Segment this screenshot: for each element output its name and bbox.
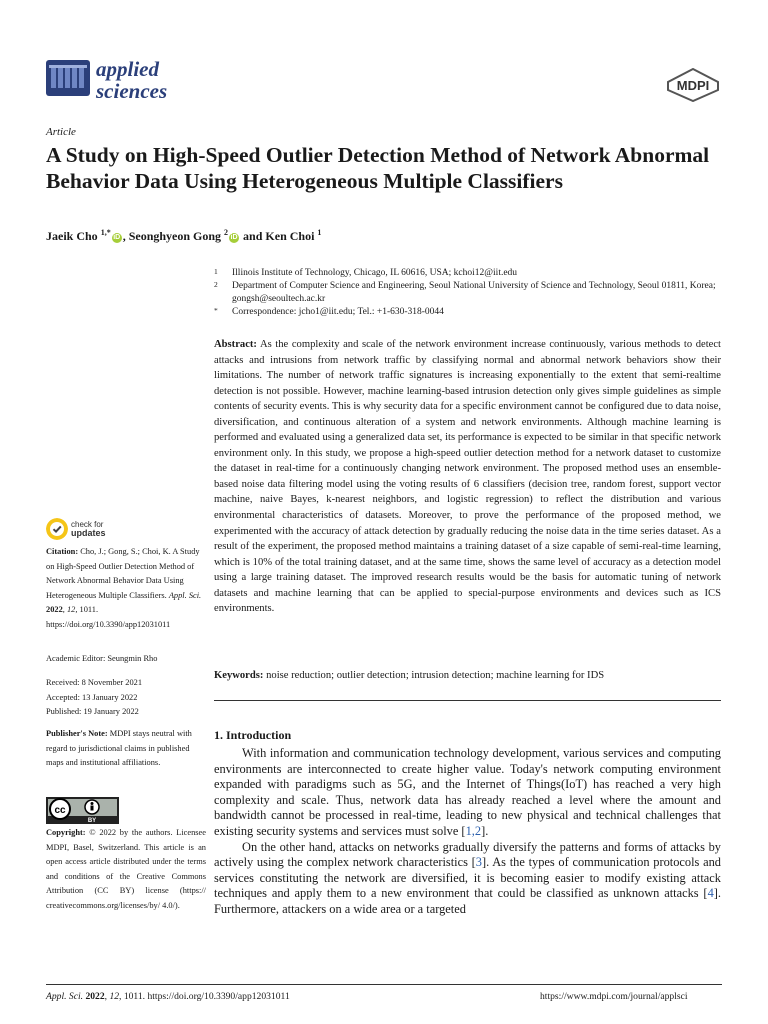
citation-journal: Appl. Sci. (168, 590, 202, 600)
introduction-body (214, 746, 721, 918)
affiliation-mark: 2 (214, 280, 218, 289)
abstract-text: As the complexity and scale of the network environment increase continuously, various methods to detect attacks and intrusions from network traffic by classifying normal and abnormal network behaviors show their limitations. The number of network traffic signatures is increasing exponentially to the extent that semi-realtime detection is not possible. However, machine learning-based intrusion detection only gives simple guidelines as simple contents of security events. This is why security data for a specific environment cannot be configured due to data noise, diversification, and continuous alteration of a system and network environments. Although machine learning is performed and evaluated using a generalized data set, its performance is expected to be similar in that specific network environment only. In this study, we propose a high-speed outlier detection method for a network dataset to customize the dataset in real-time for a continuously changing network environment. The proposed method uses an ensemble-based noise data filtering model using the voting results of 6 classifiers (decision tree, random forest, support vector machine, naive Bayes, k-nearest neighbors, and logistic regression) to reflect the distribution and various environmental characteristics of datasets. Moreover, to prove the performance of the proposed method, we experimented with the accuracy of attack detection by gradually reducing the noise data in the time series dataset. As a result of the experiment, the proposed method maintains a training dataset of a size capable of semi-real-time learning, which is 10% of the total training dataset, and at the same time, shows the same level of accuracy as a detection model using a large training dataset. The improved research results would be the basis for automatic tuning of network datasets and machine learning that can be applied to special-purpose environments and devices such as ICS environments. (214, 339, 721, 615)
footer-journal: Appl. Sci. (46, 991, 84, 1002)
copyright-block (46, 826, 206, 914)
affiliation-mark: 1 (214, 267, 218, 276)
academic-editor: Academic Editor: Seungmin Rho (46, 654, 158, 663)
check-for-updates-line1: check for (71, 520, 104, 529)
affiliation-text: Department of Computer Science and Engineering, Seoul National University of Science and Technology, Seoul 01811, Korea; gongsh@seoultech.ac.kr (232, 281, 716, 304)
mdpi-logo-icon (666, 68, 720, 102)
citation-text: Cho, J.; Gong, S.; Choi, K. A Study on High-Speed Outlier Detection Method of Network Abnormal Behavior Data Using Heterogeneous Multiple Classifiers. (46, 547, 200, 600)
author-name: Jaeik Cho (46, 229, 98, 243)
footer-citation: Appl. Sci. 2022, 12, 1011. https://doi.org/10.3390/app12031011 (46, 991, 290, 1002)
keywords-label: Keywords: (214, 670, 264, 681)
cc-by-license-icon[interactable] (46, 797, 119, 824)
publisher-name: MDPI (676, 78, 710, 93)
citation-doi-link[interactable]: , 1011. https://doi.org/10.3390/app12031011 (46, 605, 171, 629)
affiliation-mark: * (214, 306, 218, 315)
footer-journal-url[interactable]: https://www.mdpi.com/journal/applsci (540, 991, 688, 1002)
publisher-note-label: Publisher's Note: (46, 729, 108, 738)
cc-by-label: BY (87, 818, 97, 824)
citation-link[interactable]: 1,2 (465, 823, 482, 838)
text-run: ]. (481, 823, 489, 838)
affiliation-item (214, 306, 724, 319)
dates-block (46, 676, 206, 720)
article-type: Article (46, 126, 76, 138)
text-run: With information and communication technology development, various services and computing environments are interconnected to create higher value. Today's network computing environment expanded with paradigms such as 5G, and the Internet of Things(IoT) has reached a very high complexity and scale. Thus, network data has already reached a level where the amount and bandwidth cannot be processed in real-time, leading to new physical and technical challenges that existing security systems and services must solve [ (214, 746, 721, 838)
copyright-text: © 2022 by the authors. Licensee MDPI, Basel, Switzerland. This article is an open access article distributed under the terms and conditions of the Creative Commons Attribution (CC BY) license (https:// creativecommons.org/licenses/by/ 4.0/). (46, 828, 206, 910)
check-for-updates-icon (46, 518, 68, 540)
author-name: Seonghyeon Gong (128, 229, 222, 243)
author-affil-sup: 1,* (100, 228, 111, 237)
affiliation-text: Illinois Institute of Technology, Chicago, IL 60616, USA; kchoi12@iit.edu (232, 268, 518, 278)
published-date: Published: 19 January 2022 (46, 707, 139, 717)
orcid-icon[interactable]: iD (230, 234, 238, 241)
author-affil-sup: 2 (224, 228, 229, 237)
copyright-label: Copyright: (46, 828, 86, 837)
section-heading: 1. Introduction (214, 728, 292, 742)
author-name: Ken Choi (265, 229, 315, 243)
journal-name-line2: sciences (96, 79, 168, 103)
journal-name (96, 58, 167, 102)
abstract-label: Abstract: (214, 339, 257, 350)
publisher-note (46, 727, 206, 771)
affiliation-text: Correspondence: jcho1@iit.edu; Tel.: +1-630-318-0044 (232, 307, 444, 317)
text-run: ]. Furthermore, attackers on a wide area or a targeted (214, 886, 721, 916)
affiliations (214, 267, 724, 319)
check-for-updates-label (71, 520, 106, 538)
author-separator: and (240, 229, 266, 243)
footer-year: 2022 (85, 991, 105, 1002)
paper-title: A Study on High-Speed Outlier Detection Method of Network Abnormal Behavior Data Using Heterogeneous Multiple Classifiers (46, 143, 710, 193)
citation-link[interactable]: 4 (707, 886, 714, 901)
footer-divider (46, 984, 722, 985)
check-for-updates-button[interactable] (46, 518, 206, 542)
publisher-note-text: MDPI stays neutral with regard to jurisdictional claims in published maps and institutional affiliations. (46, 729, 192, 768)
affiliation-item (214, 267, 724, 280)
author-list (46, 228, 321, 244)
citation-label: Citation: (46, 547, 79, 556)
affiliation-item (214, 280, 724, 306)
author-separator: , (122, 229, 129, 243)
citation-year: 2022 (46, 605, 63, 615)
abstract (214, 337, 721, 617)
footer-volume: 12 (109, 991, 120, 1002)
citation-link[interactable]: 3 (475, 855, 482, 870)
text-run: On the other hand, attacks on networks gradually diversify the patterns and forms of attacks by actively using the complex network characteristics [ (214, 839, 721, 870)
intro-paragraph-2 (214, 840, 721, 918)
citation-volume: 12 (66, 605, 76, 615)
journal-logo-icon (46, 60, 90, 96)
journal-name-line1: applied (96, 57, 159, 81)
section-divider (214, 700, 721, 701)
text-run: ]. As the types of communication protocols and services constituting the network are diversified, it is becoming easier to modify existing attack techniques and apply them to a new environment that could be classified as unknown attacks [ (214, 855, 721, 901)
cc-label: cc (54, 805, 66, 816)
accepted-date: Accepted: 13 January 2022 (46, 692, 138, 702)
citation-block: Citation: Cho, J.; Gong, S.; Choi, K. A Study on High-Speed Outlier Detection Method of Network Abnormal Behavior Data Using Heterogeneous Multiple Classifiers. Appl. Sci. 2022, 12, 1011. https://doi.org/10.3390/app12031011 (46, 547, 202, 629)
received-date: Received: 8 November 2021 (46, 678, 143, 687)
footer-doi-link[interactable]: , 1011. https://doi.org/10.3390/app12031011 (119, 991, 290, 1002)
intro-paragraph-1 (214, 746, 721, 840)
keywords-text: noise reduction; outlier detection; intrusion detection; machine learning for IDS (266, 670, 605, 681)
orcid-icon[interactable]: iD (113, 234, 121, 241)
check-for-updates-line2: updates (71, 528, 106, 538)
author-affil-sup: 1 (317, 228, 322, 237)
keywords (214, 668, 721, 683)
